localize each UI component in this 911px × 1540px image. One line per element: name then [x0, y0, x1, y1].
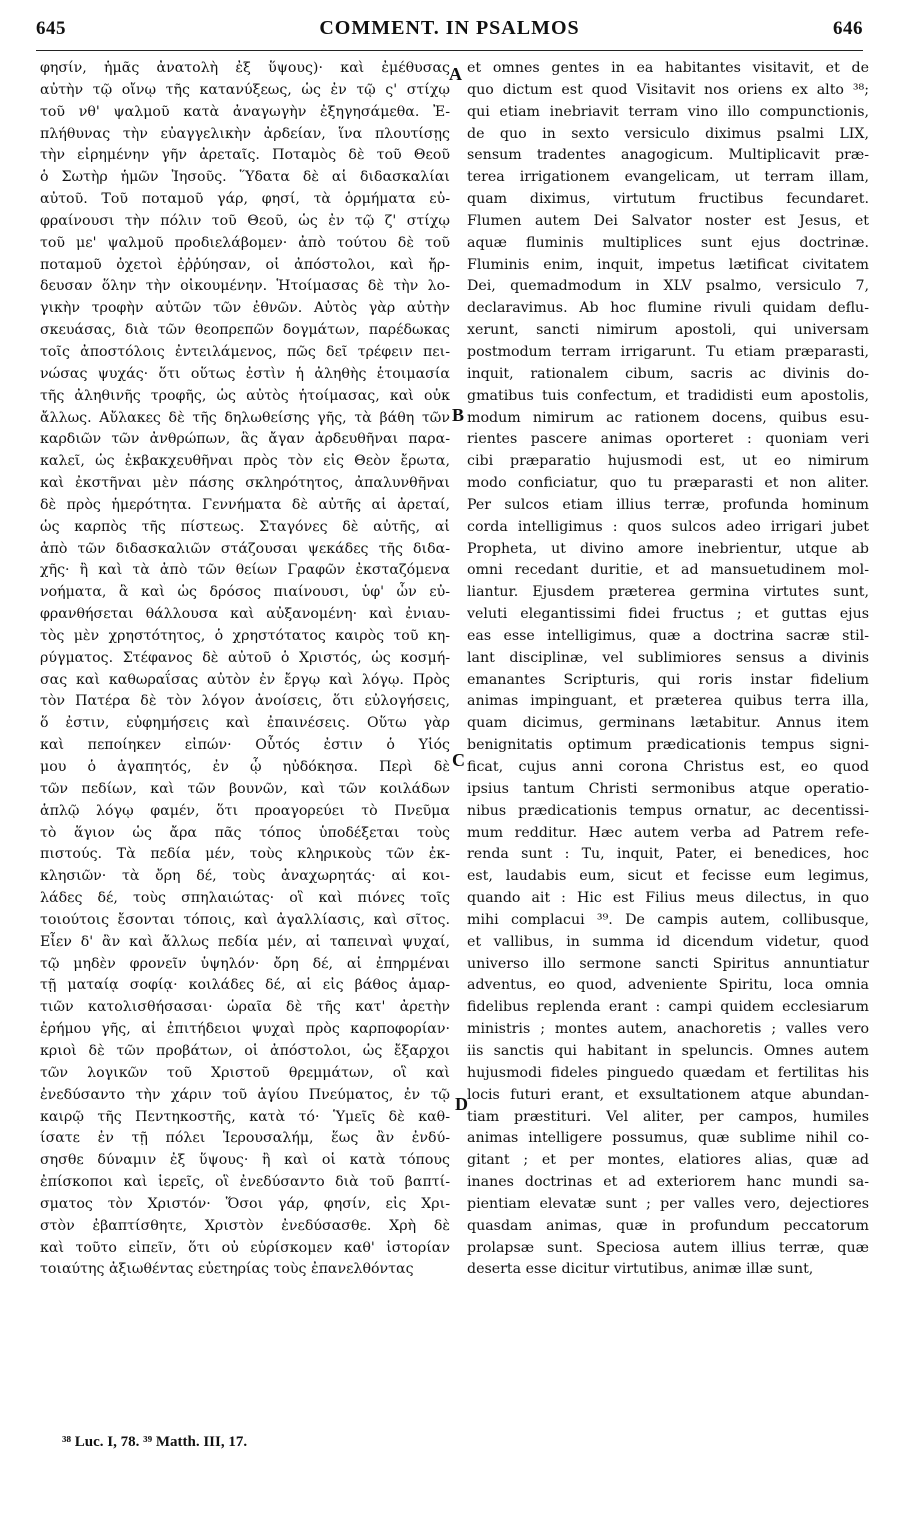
- latin-text-line: modo conficiatur, quo tu præparasti et non aliter.: [467, 475, 869, 492]
- greek-text-line: τὸ ἅγιον ὡς ἄρα πᾶς τόπος ὑποδέξεται τοὺς: [40, 824, 450, 841]
- latin-text-line: deserta esse dicitur virtutibus, animæ illæ sunt,: [467, 1261, 814, 1278]
- greek-text-line: δευσαν ὅλην τὴν οἰκουμένην. Ἡτοίμασας δὲ τὴν λο-: [40, 278, 450, 295]
- greek-text-line: πλήθυνας τὴν εὐαγγελικὴν ἀρδείαν, ἵνα πλουτίσῃς: [40, 125, 450, 142]
- latin-text-line: iis sanctis qui habitant in speluncis. Omnes autem: [467, 1042, 869, 1059]
- latin-text-line: veluti elegantissimi fidei fructus ; et guttas ejus: [467, 606, 869, 623]
- latin-text-line: ipsius tantum Christi sermonibus atque operatio-: [467, 780, 869, 797]
- greek-text-line: ἁπλῷ λόγῳ φαμέν, ὅτι προαγορεύει τὸ Πνεῦμα: [40, 802, 450, 819]
- left-page-number: 645: [36, 18, 66, 39]
- greek-text-line: ἀπὸ τῶν διδασκαλιῶν στάζουσαι ψεκάδες τῆς διδα-: [40, 540, 450, 557]
- greek-text-line: ἄλλως. Αὔλακες δὲ τῆς δηλωθείσης γῆς, τὰ βάθη τῶν: [40, 409, 450, 426]
- footnote: ³⁸ Luc. I, 78. ³⁹ Matth. III, 17.: [62, 1434, 248, 1450]
- latin-text-line: universo illo sermone sancti Spiritus annuntiatur: [467, 955, 869, 972]
- greek-text-line: ὁ Σωτὴρ ἡμῶν Ἰησοῦς. Ὕδατα δὲ αἱ διδασκαλίαι: [40, 169, 450, 186]
- greek-text-line: κλησιῶν· τὰ ὄρη δέ, τοὺς ἀναχωρητάς· αἱ κοι-: [40, 868, 450, 885]
- greek-column: [40, 58, 450, 1428]
- latin-text-line: locis futuri erant, et exsultationem atque abundan-: [467, 1086, 869, 1103]
- latin-text-line: quo dictum est quod Visitavit nos oriens ex alto ³⁸;: [467, 81, 869, 98]
- latin-text-line: xerunt, sancti nimirum apostoli, qui universam: [467, 322, 869, 339]
- running-title: COMMENT. IN PSALMOS: [319, 17, 580, 39]
- greek-text-line: τῇ ματαίᾳ σοφίᾳ· κοιλάδες δέ, αἱ εἰς βάθος ἁμαρ-: [40, 977, 450, 994]
- greek-text-line: πιστούς. Τὰ πεδία μέν, τοὺς κληρικοὺς τῶν ἐκ-: [40, 846, 450, 863]
- section-marker-b: B: [452, 405, 465, 425]
- latin-text-line: est, laudabis eum, sicut et fecisse eum legimus,: [467, 868, 869, 885]
- greek-text-line: καὶ ἐκστῆναι μὲν πάσης σκληρότητος, ἀπαλυνθῆναι: [40, 475, 450, 492]
- section-marker-d: D: [455, 1094, 468, 1114]
- greek-text-line: τοῖς ἀποστόλοις ἐντειλάμενος, πῶς δεῖ τρέφειν πει-: [40, 343, 450, 360]
- latin-text-line: corda intelligimus : quos sulcos adeo irrigari jubet: [467, 518, 869, 535]
- latin-text-line: et vallibus, in summa id dicendum videtur, quod: [467, 933, 869, 950]
- greek-text-line: τοιαύτης ἀξιωθέντας εὐετηρίας τοὺς ἐπανελθόντας: [40, 1261, 414, 1278]
- latin-text-line: tiam præstituri. Vel aliter, per campos, humiles: [467, 1108, 869, 1125]
- latin-text-line: quasdam animas, quæ in profundum peccatorum: [467, 1217, 869, 1234]
- latin-text-line: Dei, quemadmodum in XLV psalmo, versiculo 7,: [467, 278, 869, 295]
- greek-text-line: τῶν λογικῶν τοῦ Χριστοῦ θρεμμάτων, οἳ καὶ: [40, 1064, 450, 1081]
- latin-text-line: et omnes gentes in ea habitantes visitavit, et de: [467, 60, 869, 76]
- latin-text-line: Flumen autem Dei Salvator noster est Jesus, et: [467, 212, 869, 229]
- latin-text-line: mihi complacui ³⁹. De campis autem, collibusque,: [467, 911, 869, 928]
- greek-text-line: τὸν Πατέρα δὲ τὸν λόγον ἀνοίσεις, ὅτι εὐλογήσεις,: [40, 693, 450, 710]
- latin-text-line: ficat, cujus anni corona Christus est, eo quod: [467, 759, 869, 775]
- greek-text-line: ὅ ἐστιν, εὐφημήσεις καὶ ἐπαινέσεις. Οὕτω γὰρ: [40, 715, 450, 732]
- latin-text-line: inquit, rationalem cibum, sacris ac divinis do-: [467, 365, 869, 382]
- latin-text-line: quando ait : Hic est Filius meus dilectus, in quo: [467, 890, 869, 907]
- latin-text-line: animas impinguant, et præterea quibus terra illa,: [467, 693, 869, 710]
- latin-text-line: aquæ fluminis multiplices sunt ejus doctrinæ.: [467, 234, 869, 251]
- latin-text-line: gitant ; et per montes, elatiores alias, quæ ad: [467, 1152, 869, 1169]
- greek-text-line: μου ὁ ἀγαπητός, ἐν ᾧ ηὐδόκησα. Περὶ δὲ: [40, 759, 450, 775]
- greek-text-line: ποταμοῦ ὀχετοὶ ἐῤῥύησαν, οἱ ἀπόστολοι, καὶ ἤρ-: [40, 256, 450, 273]
- right-page-number: 646: [833, 18, 863, 39]
- greek-text-line: σας καὶ καθωραΐσας αὐτὸν ἐν ἔργῳ καὶ λόγῳ. Πρὸς: [40, 671, 450, 688]
- greek-text-line: νώσας ψυχάς· ὅτι οὕτως ἐστὶν ἡ ἀληθὴς ἑτοιμασία: [40, 365, 450, 382]
- latin-text-line: Per sulcos etiam illius terræ, profunda hominum: [467, 496, 869, 513]
- greek-text-line: καὶ τοῦτο εἰπεῖν, ὅτι οὐ εὑρίσκομεν καθ' ἱστορίαν: [40, 1239, 450, 1256]
- greek-text-line: σματος τὸν Χριστόν· Ὅσοι γάρ, φησίν, εἰς Χρι-: [40, 1195, 450, 1212]
- latin-text-line: rientes pascere animas oporteret : quoniam veri: [467, 431, 869, 448]
- greek-text-line: γικὴν τροφὴν αὐτῶν τῶν ἐθνῶν. Αὐτὸς γὰρ αὐτὴν: [40, 300, 450, 317]
- latin-text-line: inanes doctrinas et ad exteriorem hanc mundi sa-: [467, 1174, 869, 1191]
- latin-text-line: quam dicimus, germinans lætabitur. Annus item: [467, 715, 869, 732]
- greek-text-line: τῆς ἀληθινῆς τροφῆς, ὡς αὐτὸς ἡτοίμασας, καὶ οὐκ: [40, 387, 450, 404]
- latin-text-line: Propheta, ut divino amore inebrientur, utque ab: [467, 540, 869, 557]
- latin-text-line: animas intelligere possumus, quæ sublime nihil co-: [467, 1130, 869, 1147]
- latin-text-line: sensum tradentes anagogicum. Multiplicavit præ-: [467, 147, 869, 164]
- latin-text-line: declaravimus. Ab hoc flumine rivuli quidam deflu-: [467, 300, 869, 317]
- greek-text-line: καὶ πεποίηκεν εἰπών· Οὗτός ἐστιν ὁ Υἱός: [40, 737, 450, 754]
- greek-text-line: κριοὶ δὲ τῶν προβάτων, οἱ ἀπόστολοι, ὡς ἔξαρχοι: [40, 1042, 450, 1059]
- latin-text-line: qui etiam inebriavit terram vino illo compunctionis,: [467, 103, 869, 120]
- latin-text-line: hujusmodi fideles pinguedo quædam et fertilitas his: [467, 1064, 869, 1081]
- latin-text-line: postmodum terram irrigarunt. Tu etiam præparasti,: [467, 343, 869, 360]
- greek-text-line: τοῦ νθ' ψαλμοῦ κατὰ ἀναγωγὴν ἐξηγησάμεθα. Ἐ-: [40, 103, 450, 120]
- greek-text-line: χῆς· ἢ καὶ τὰ ἀπὸ τῶν θείων Γραφῶν ἐκσταζόμενα: [40, 562, 450, 579]
- latin-text-line: cibi præparatio hujusmodi est, ut eo nimirum: [467, 453, 869, 470]
- latin-text-line: modum nimirum ac rationem docens, quibus esu-: [467, 409, 869, 426]
- greek-text-line: φησίν, ἡμᾶς ἀνατολὴ ἐξ ὕψους)· καὶ ἐμέθυσας: [40, 60, 450, 76]
- greek-text-line: τοιούτοις ἔσονται τόποις, καὶ ἀγαλλίασις, καὶ σῖτος.: [40, 911, 450, 928]
- latin-text-line: mum redditur. Hæc autem verba ad Patrem refe-: [467, 824, 869, 841]
- latin-text-line: omni recedant duritie, et ad mansuetudinem mol-: [467, 562, 869, 579]
- section-marker-a: A: [449, 64, 462, 84]
- greek-text-line: λάδες δέ, τοὺς σπηλαιώτας· οἳ καὶ πιόνες τοῖς: [40, 890, 450, 907]
- greek-text-line: σησθε δύναμιν ἐξ ὕψους· ἢ καὶ οἱ κατὰ τόπους: [40, 1152, 450, 1169]
- greek-text-line: σκευάσας, διὰ τῶν θεοπρεπῶν δογμάτων, παρέδωκας: [40, 322, 450, 339]
- latin-text-line: quam diximus, virtutum fructibus fecundaret.: [467, 191, 869, 208]
- greek-text-line: καιρῷ τῆς Πεντηκοστῆς, κατὰ τό· Ὑμεῖς δὲ καθ-: [40, 1108, 450, 1125]
- greek-text-line: ρύγματος. Στέφανος δὲ αὐτοῦ ὁ Χριστός, ὡς κοσμή-: [40, 649, 450, 666]
- latin-text-line: fidelibus replenda erant : campi quidem ecclesiarum: [467, 999, 869, 1016]
- latin-text-line: renda sunt : Tu, inquit, Pater, ei benedices, hoc: [467, 846, 869, 863]
- latin-text-line: ministris ; montes autem, anachoretis ; valles vero: [467, 1021, 869, 1038]
- greek-text-line: Εἶεν δ' ἂν καὶ ἄλλως πεδία μέν, αἱ ταπειναὶ ψυχαί,: [40, 933, 450, 950]
- greek-text-line: τιῶν κατολισθήσασαι· ὡραῖα δὲ τῆς κατ' ἀρετὴν: [40, 999, 450, 1016]
- greek-text-line: τὸς μὲν χρηστότητος, ὁ χρηστότατος καιρὸς τοῦ κη-: [40, 627, 450, 644]
- greek-text-line: αὐτὴν τῷ οἴνῳ τῆς κατανύξεως, ὡς ἐν τῷ ς' στίχῳ: [40, 81, 450, 98]
- greek-text-line: καλεῖ, ὡς ἐκβακχευθῆναι πρὸς τὸν εἰς Θεὸν ἔρωτα,: [40, 453, 450, 470]
- greek-text-line: τῷ μηδὲν φρονεῖν ὑψηλόν· ὄρη δέ, αἱ ἐπηρμέναι: [40, 955, 450, 972]
- greek-text-line: τοῦ με' ψαλμοῦ προδιελάβομεν· ἀπὸ τούτου δὲ τοῦ: [40, 234, 450, 251]
- greek-text-line: δὲ πρὸς ἡμερότητα. Γεννήματα δὲ αὐτῆς αἱ ἀρεταί,: [40, 496, 450, 513]
- latin-text-line: adventus, eo quod, adveniente Spiritu, loca omnia: [467, 977, 869, 994]
- greek-text-line: ὡς καρπὸς τῆς πίστεως. Σταγόνες δὲ αὐτῆς, αἱ: [40, 518, 450, 535]
- section-marker-c: C: [452, 750, 465, 770]
- greek-text-line: στὸν ἐβαπτίσθητε, Χριστὸν ἐνεδύσασθε. Χρὴ δὲ: [40, 1217, 450, 1234]
- greek-text-line: τῶν πεδίων, καὶ τῶν βουνῶν, καὶ τῶν κοιλάδων: [40, 780, 450, 797]
- latin-text-line: nibus prædicationis tempus ornatur, ac decentissi-: [467, 802, 869, 819]
- greek-text-line: ἐπίσκοποι καὶ ἱερεῖς, οἳ ἐνεδύσαντο διὰ τοῦ βαπτί-: [40, 1174, 450, 1191]
- greek-text-line: καρδιῶν τῶν ἀνθρώπων, ἃς ἄγαν ἀρδευθῆναι παρα-: [40, 431, 450, 448]
- latin-text-line: Fluminis enim, inquit, impetus lætificat civitatem: [467, 256, 869, 273]
- latin-text-line: terea irrigationem evangelicam, ut terram illam,: [467, 169, 869, 186]
- greek-text-line: τὴν εἰρημένην γῆν ἀρεταῖς. Ποταμὸς δὲ τοῦ Θεοῦ: [40, 147, 450, 164]
- latin-text-line: pientiam elevatæ sunt ; per valles vero, dejectiores: [467, 1195, 869, 1212]
- latin-text-line: liantur. Ejusdem præterea germina virtutes sunt,: [467, 584, 869, 601]
- latin-text-line: benignitatis optimum prædicationis tempus signi-: [467, 737, 869, 754]
- greek-text-line: ἐρήμου γῆς, αἱ ἐπιτήδειοι ψυχαὶ πρὸς καρποφορίαν·: [40, 1021, 450, 1038]
- greek-text-line: αὐτοῦ. Τοῦ ποταμοῦ γάρ, φησί, τὰ ὁρμήματα εὐ-: [40, 191, 450, 208]
- greek-text-line: φρανθήσεται θάλλουσα καὶ αὐξανομένη· καὶ ἐνιαυ-: [40, 606, 450, 623]
- latin-text-line: lant disciplinæ, vel sublimiores sensus a divinis: [467, 649, 869, 666]
- page-header: [36, 14, 863, 51]
- latin-text-line: gmatibus tuis confectum, et tradidisti eum apostolis,: [467, 387, 869, 404]
- greek-text-line: νοήματα, ἃ καὶ ὡς δρόσος πιαίνουσι, ὑφ' ὧν εὐ-: [40, 584, 450, 601]
- greek-text-line: ίσατε ἐν τῇ πόλει Ἱερουσαλήμ, ἕως ἂν ἐνδύ-: [40, 1130, 450, 1147]
- latin-text-line: eas esse intelligimus, quæ a doctrina sacræ stil-: [467, 627, 869, 644]
- latin-column: [467, 58, 869, 1428]
- latin-text-line: prolapsæ sunt. Speciosa autem illius terræ, quæ: [467, 1239, 869, 1256]
- greek-text-line: ἐνεδύσαντο τὴν χάριν τοῦ ἁγίου Πνεύματος, ἐν τῷ: [40, 1086, 450, 1103]
- latin-text-line: de quo in sexto versiculo diximus psalmi LIX,: [467, 125, 869, 142]
- greek-text-line: φραίνουσι τὴν πόλιν τοῦ Θεοῦ, ὡς ἐν τῷ ζ' στίχῳ: [40, 212, 450, 229]
- latin-text-line: emanantes Scripturis, qui roris instar fidelium: [467, 671, 869, 688]
